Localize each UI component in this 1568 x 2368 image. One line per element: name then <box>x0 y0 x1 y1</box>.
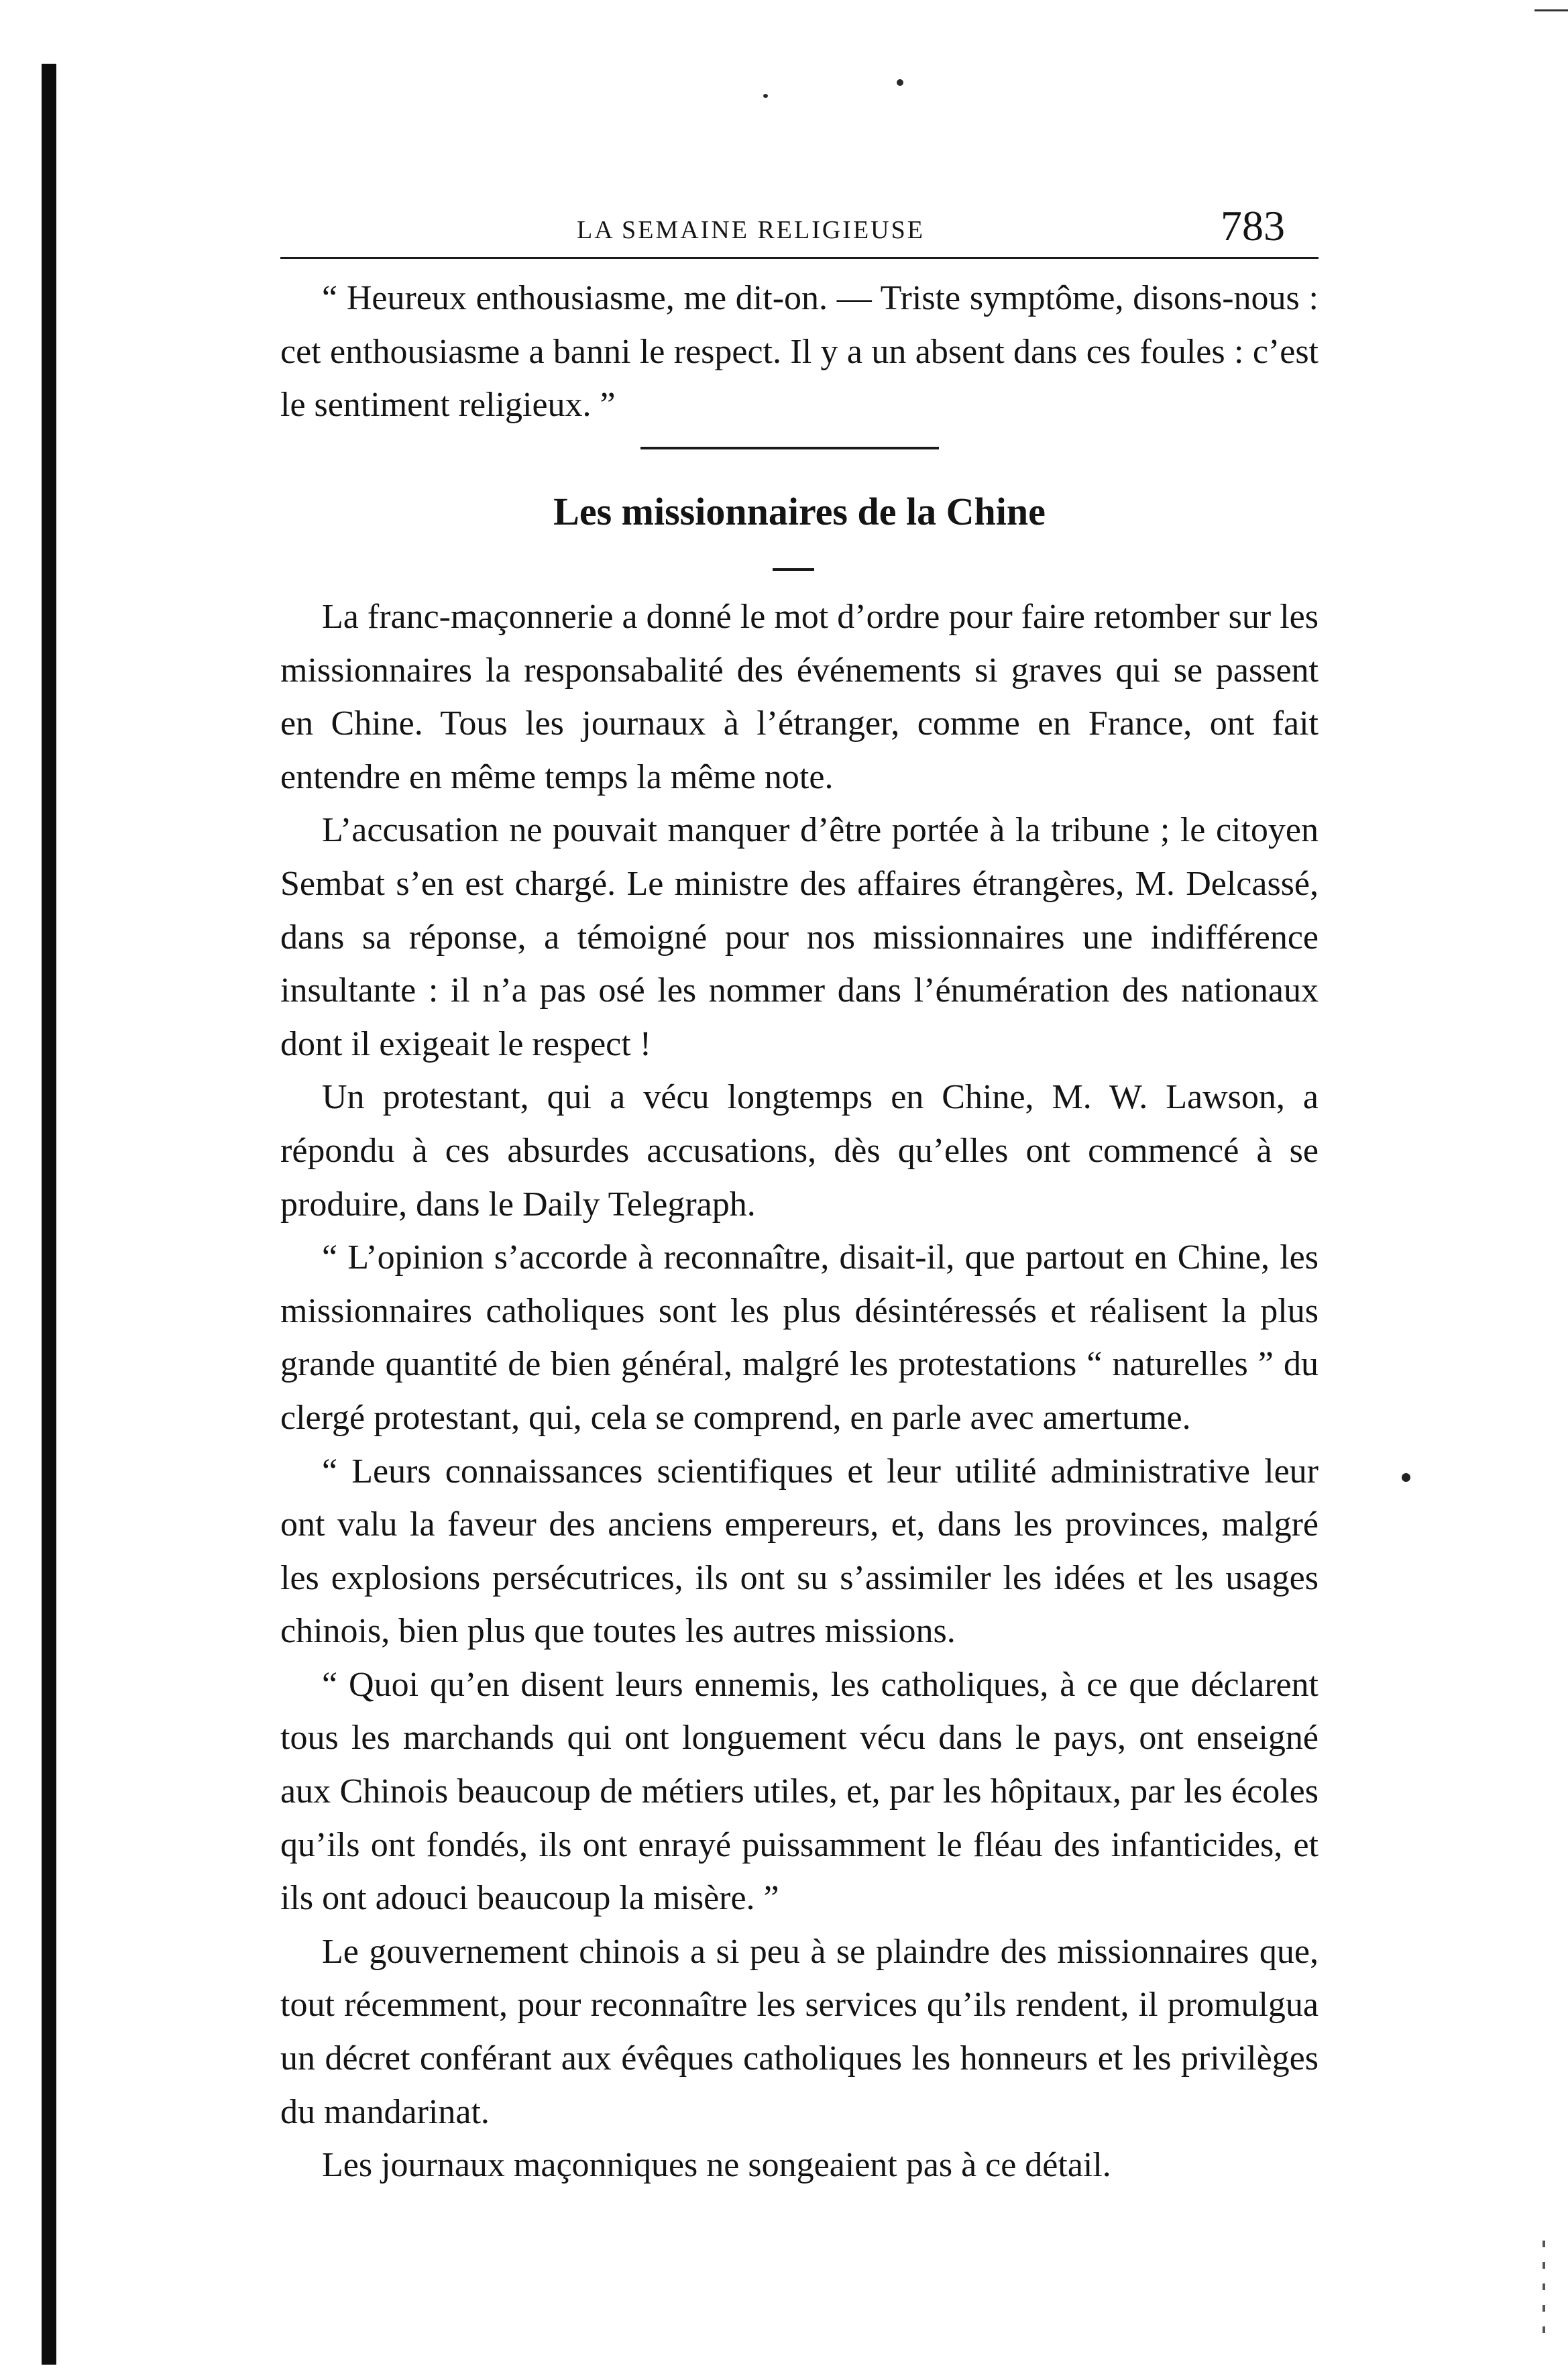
paragraph: “ Leurs connaissances scientifiques et leur utilité administrative leur ont valu la faveur des anciens empereurs, et, dans les provinces, malgré les explosions persécutrices, ils ont su s’assimiler les idées et les usages chinois, bien plus que toutes les autres missions. <box>280 1452 1319 1651</box>
opening-text <box>280 272 1319 432</box>
opening-paragraph: “ Heureux enthousiasme, me dit-on. — Triste symptôme, disons-nous : cet enthousiasme a banni le respect. Il y a un absent dans ces foules : c’est le sentiment religieux. ” <box>280 279 1319 425</box>
paragraph: Le gouvernement chinois a si peu à se plaindre des missionnaires que, tout récemment, pour reconnaître les services qu’ils rendent, il promulgua un décret conférant aux évêques catholiques les honneurs et les privilèges du mandarinat. <box>280 1932 1319 2131</box>
title-dash <box>773 568 814 571</box>
paragraph: La franc-maçonnerie a donné le mot d’ordre pour faire retomber sur les missionnaires la responsabalité des événements si graves qui se passent en Chine. Tous les journaux à l’étranger, comme en France, ont fait entendre en même temps la même note. <box>280 598 1319 796</box>
section-title: Les missionnaires de la Chine <box>553 490 1046 533</box>
margin-dot <box>1402 1473 1410 1482</box>
page-binding-edge <box>42 64 56 2365</box>
page-number: 783 <box>1221 202 1285 250</box>
margin-marks <box>1543 2241 1545 2341</box>
header-rule <box>280 257 1319 259</box>
ink-speck <box>897 79 903 86</box>
running-title: LA SEMAINE RELIGIEUSE <box>577 216 925 244</box>
paragraph: “ Quoi qu’en disent leurs ennemis, les catholiques, à ce que déclarent tous les marchands qui ont longuement vécu dans le pays, ont enseigné aux Chinois beaucoup de métiers utiles, et, par les hôpitaux, par les écoles qu’ils ont fondés, ils ont enrayé puissamment le fléau des infanticides, et ils ont adouci beaucoup la misère. ” <box>280 1665 1319 1918</box>
paragraph: Les journaux maçonniques ne songeaient pas à ce détail. <box>322 2146 1111 2185</box>
paragraph: “ L’opinion s’accorde à reconnaître, disait-il, que partout en Chine, les missionnaires catholiques sont les plus désintéressés et réalisent la plus grande quantité de bien général, malgré les protestations “ naturelles ” du clergé protestant, qui, cela se comprend, en parle avec amertume. <box>280 1238 1319 1437</box>
ink-speck <box>763 94 768 98</box>
article-body <box>280 590 1319 2192</box>
paragraph: Un protestant, qui a vécu longtemps en Chine, M. W. Lawson, a répondu à ces absurdes accusations, dès qu’elles ont commencé à se produire, dans le Daily Telegraph. <box>280 1078 1319 1224</box>
paragraph: L’accusation ne pouvait manquer d’être portée à la tribune ; le citoyen Sembat s’en est chargé. Le ministre des affaires étrangères, M. Delcassé, dans sa réponse, a témoigné pour nos missionnaires une indifférence insultante : il n’a pas osé les nommer dans l’énumération des nationaux dont il exigeait le respect ! <box>280 811 1319 1063</box>
scan-edge-mark <box>1534 9 1568 11</box>
section-divider <box>640 447 939 449</box>
